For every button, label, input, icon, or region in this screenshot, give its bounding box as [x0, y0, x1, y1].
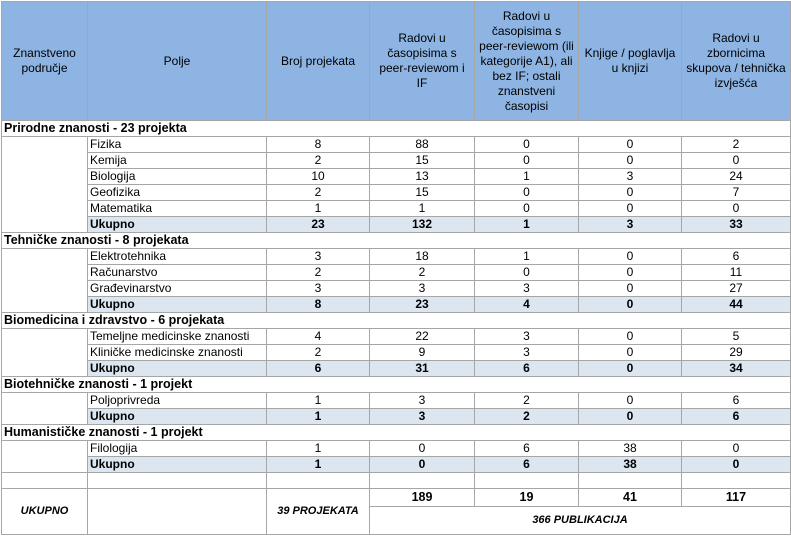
- value-cell-projects: 2: [267, 153, 370, 169]
- field-cell: Elektrotehnika: [88, 249, 267, 265]
- section-header-cell: [370, 313, 475, 329]
- section-header-cell: [267, 233, 370, 249]
- value-cell-if: 2: [370, 265, 475, 281]
- section-header-cell: [579, 425, 682, 441]
- subtotal-cell-other: 4: [475, 297, 579, 313]
- section-header-cell: [475, 313, 579, 329]
- value-cell-books: 0: [579, 153, 682, 169]
- grand-total-projects: 39 PROJEKATA: [267, 489, 370, 535]
- subtotal-cell-books: 0: [579, 297, 682, 313]
- value-cell-projects: 2: [267, 345, 370, 361]
- value-cell-books: 0: [579, 265, 682, 281]
- value-cell-books: 0: [579, 345, 682, 361]
- subtotal-label: Ukupno: [88, 457, 267, 473]
- value-cell-proc: 11: [682, 265, 791, 281]
- table-row: [2, 441, 791, 457]
- subtotal-cell-proc: 0: [682, 457, 791, 473]
- section-header-cell: [682, 377, 791, 393]
- area-cell: [2, 137, 88, 153]
- section-header-cell: [579, 313, 682, 329]
- field-cell: Kemija: [88, 153, 267, 169]
- value-cell-other: 1: [475, 249, 579, 265]
- area-cell: [2, 153, 88, 169]
- section-header-row: [2, 377, 791, 393]
- section-title: Humanističke znanosti - 1 projekt: [2, 425, 267, 441]
- value-cell-projects: 1: [267, 201, 370, 217]
- value-cell-other: 3: [475, 281, 579, 297]
- table-row: [2, 249, 791, 265]
- subtotal-cell-projects: 8: [267, 297, 370, 313]
- field-cell: Računarstvo: [88, 265, 267, 281]
- section-header-cell: [475, 233, 579, 249]
- value-cell-proc: 0: [682, 153, 791, 169]
- subtotal-row: [2, 361, 791, 377]
- value-cell-if: 18: [370, 249, 475, 265]
- subtotal-cell-books: 38: [579, 457, 682, 473]
- value-cell-books: 0: [579, 185, 682, 201]
- area-cell: [2, 185, 88, 201]
- section-title: Tehničke znanosti - 8 projekata: [2, 233, 267, 249]
- header-other-journals: Radovi u časopisima s peer-reviewom (ili kategorije A1), ali bez IF; ostali znanstveni časopisi: [475, 2, 579, 121]
- area-cell: [2, 201, 88, 217]
- table-row: [2, 329, 791, 345]
- value-cell-other: 1: [475, 169, 579, 185]
- value-cell-if: 1: [370, 201, 475, 217]
- section-header-cell: [370, 121, 475, 137]
- value-cell-books: 0: [579, 281, 682, 297]
- area-cell: [2, 441, 88, 457]
- subtotal-row: [2, 457, 791, 473]
- value-cell-books: 0: [579, 249, 682, 265]
- value-cell-projects: 3: [267, 281, 370, 297]
- value-cell-other: 0: [475, 201, 579, 217]
- table-row: [2, 281, 791, 297]
- value-cell-proc: 27: [682, 281, 791, 297]
- subtotal-cell-if: 0: [370, 457, 475, 473]
- section-header-cell: [370, 425, 475, 441]
- subtotal-cell-proc: 44: [682, 297, 791, 313]
- area-cell: [2, 297, 88, 313]
- area-cell: [2, 361, 88, 377]
- table-row: [2, 169, 791, 185]
- empty-cell: [88, 473, 267, 489]
- value-cell-if: 15: [370, 153, 475, 169]
- header-field: Polje: [88, 2, 267, 121]
- value-cell-proc: 29: [682, 345, 791, 361]
- section-header-cell: [682, 313, 791, 329]
- grand-total-publications: 366 PUBLIKACIJA: [370, 507, 791, 535]
- grand-total-proceedings: 117: [682, 489, 791, 507]
- table-body: [2, 121, 791, 489]
- subtotal-cell-if: 132: [370, 217, 475, 233]
- value-cell-proc: 5: [682, 329, 791, 345]
- field-cell: Poljoprivreda: [88, 393, 267, 409]
- value-cell-projects: 3: [267, 249, 370, 265]
- empty-cell: [682, 473, 791, 489]
- value-cell-if: 15: [370, 185, 475, 201]
- section-title: Prirodne znanosti - 23 projekta: [2, 121, 267, 137]
- value-cell-other: 3: [475, 345, 579, 361]
- area-cell: [2, 409, 88, 425]
- subtotal-cell-other: 6: [475, 457, 579, 473]
- value-cell-books: 3: [579, 169, 682, 185]
- value-cell-other: 6: [475, 441, 579, 457]
- value-cell-books: 0: [579, 201, 682, 217]
- value-cell-other: 0: [475, 265, 579, 281]
- grand-total-books: 41: [579, 489, 682, 507]
- field-cell: Matematika: [88, 201, 267, 217]
- value-cell-books: 0: [579, 137, 682, 153]
- value-cell-if: 3: [370, 393, 475, 409]
- header-proceedings: Radovi u zbornicima skupova / tehnička izvješća: [682, 2, 791, 121]
- subtotal-row: [2, 297, 791, 313]
- empty-cell: [475, 473, 579, 489]
- section-header-cell: [267, 377, 370, 393]
- value-cell-proc: 7: [682, 185, 791, 201]
- value-cell-if: 88: [370, 137, 475, 153]
- field-cell: Fizika: [88, 137, 267, 153]
- area-cell: [2, 281, 88, 297]
- results-table: [1, 1, 791, 535]
- subtotal-label: Ukupno: [88, 361, 267, 377]
- empty-cell: [267, 473, 370, 489]
- value-cell-if: 3: [370, 281, 475, 297]
- subtotal-cell-if: 3: [370, 409, 475, 425]
- area-cell: [2, 217, 88, 233]
- section-header-cell: [475, 377, 579, 393]
- grand-total-label: UKUPNO: [2, 489, 88, 535]
- spacer-row: [2, 473, 791, 489]
- subtotal-cell-other: 1: [475, 217, 579, 233]
- subtotal-cell-proc: 6: [682, 409, 791, 425]
- section-title: Biomedicina i zdravstvo - 6 projekata: [2, 313, 267, 329]
- table-row: [2, 153, 791, 169]
- value-cell-if: 22: [370, 329, 475, 345]
- grand-total-if: 189: [370, 489, 475, 507]
- field-cell: Filologija: [88, 441, 267, 457]
- value-cell-projects: 4: [267, 329, 370, 345]
- subtotal-cell-if: 23: [370, 297, 475, 313]
- value-cell-projects: 2: [267, 265, 370, 281]
- field-cell: Temeljne medicinske znanosti: [88, 329, 267, 345]
- section-header-row: [2, 313, 791, 329]
- area-cell: [2, 265, 88, 281]
- value-cell-projects: 1: [267, 441, 370, 457]
- value-cell-if: 9: [370, 345, 475, 361]
- subtotal-cell-books: 3: [579, 217, 682, 233]
- area-cell: [2, 345, 88, 361]
- value-cell-if: 13: [370, 169, 475, 185]
- section-header-cell: [475, 121, 579, 137]
- value-cell-projects: 10: [267, 169, 370, 185]
- value-cell-books: 38: [579, 441, 682, 457]
- header-row: [2, 2, 791, 121]
- area-cell: [2, 473, 88, 489]
- section-header-cell: [682, 233, 791, 249]
- value-cell-if: 0: [370, 441, 475, 457]
- area-cell: [2, 329, 88, 345]
- value-cell-projects: 8: [267, 137, 370, 153]
- value-cell-proc: 24: [682, 169, 791, 185]
- section-header-cell: [682, 121, 791, 137]
- grand-total-row: [2, 489, 791, 507]
- section-header-cell: [267, 121, 370, 137]
- header-area: Znanstveno područje: [2, 2, 88, 121]
- value-cell-other: 0: [475, 153, 579, 169]
- field-cell: Geofizika: [88, 185, 267, 201]
- value-cell-proc: 0: [682, 441, 791, 457]
- empty-cell: [370, 473, 475, 489]
- value-cell-projects: 1: [267, 393, 370, 409]
- section-header-cell: [370, 233, 475, 249]
- value-cell-proc: 2: [682, 137, 791, 153]
- subtotal-cell-proc: 34: [682, 361, 791, 377]
- section-header-cell: [579, 377, 682, 393]
- subtotal-cell-books: 0: [579, 361, 682, 377]
- header-projects: Broj projekata: [267, 2, 370, 121]
- subtotal-cell-if: 31: [370, 361, 475, 377]
- area-cell: [2, 169, 88, 185]
- header-if-journals: Radovi u časopisima s peer-reviewom i IF: [370, 2, 475, 121]
- table-row: [2, 201, 791, 217]
- section-header-cell: [267, 425, 370, 441]
- area-cell: [2, 457, 88, 473]
- grand-total-other: 19: [475, 489, 579, 507]
- subtotal-row: [2, 409, 791, 425]
- subtotal-cell-projects: 23: [267, 217, 370, 233]
- table-row: [2, 185, 791, 201]
- value-cell-other: 0: [475, 137, 579, 153]
- value-cell-other: 2: [475, 393, 579, 409]
- field-cell: Kliničke medicinske znanosti: [88, 345, 267, 361]
- section-header-cell: [267, 313, 370, 329]
- subtotal-label: Ukupno: [88, 297, 267, 313]
- subtotal-row: [2, 217, 791, 233]
- section-header-cell: [370, 377, 475, 393]
- subtotal-cell-books: 0: [579, 409, 682, 425]
- section-header-row: [2, 425, 791, 441]
- subtotal-cell-projects: 1: [267, 457, 370, 473]
- table-row: [2, 137, 791, 153]
- value-cell-proc: 6: [682, 249, 791, 265]
- subtotal-cell-other: 2: [475, 409, 579, 425]
- subtotal-cell-projects: 6: [267, 361, 370, 377]
- empty-cell: [579, 473, 682, 489]
- value-cell-books: 0: [579, 393, 682, 409]
- area-cell: [2, 393, 88, 409]
- field-cell: Biologija: [88, 169, 267, 185]
- subtotal-cell-other: 6: [475, 361, 579, 377]
- value-cell-proc: 6: [682, 393, 791, 409]
- field-cell: Građevinarstvo: [88, 281, 267, 297]
- subtotal-cell-projects: 1: [267, 409, 370, 425]
- subtotal-label: Ukupno: [88, 217, 267, 233]
- section-header-cell: [475, 425, 579, 441]
- subtotal-label: Ukupno: [88, 409, 267, 425]
- area-cell: [2, 249, 88, 265]
- table-row: [2, 265, 791, 281]
- section-header-cell: [682, 425, 791, 441]
- value-cell-proc: 0: [682, 201, 791, 217]
- value-cell-projects: 2: [267, 185, 370, 201]
- section-header-row: [2, 121, 791, 137]
- value-cell-other: 3: [475, 329, 579, 345]
- value-cell-books: 0: [579, 329, 682, 345]
- table-row: [2, 345, 791, 361]
- subtotal-cell-proc: 33: [682, 217, 791, 233]
- table-row: [2, 393, 791, 409]
- header-books: Knjige / poglavlja u knjizi: [579, 2, 682, 121]
- section-title: Biotehničke znanosti - 1 projekt: [2, 377, 267, 393]
- section-header-cell: [579, 233, 682, 249]
- section-header-cell: [579, 121, 682, 137]
- grand-total-empty: [88, 489, 267, 535]
- value-cell-other: 0: [475, 185, 579, 201]
- section-header-row: [2, 233, 791, 249]
